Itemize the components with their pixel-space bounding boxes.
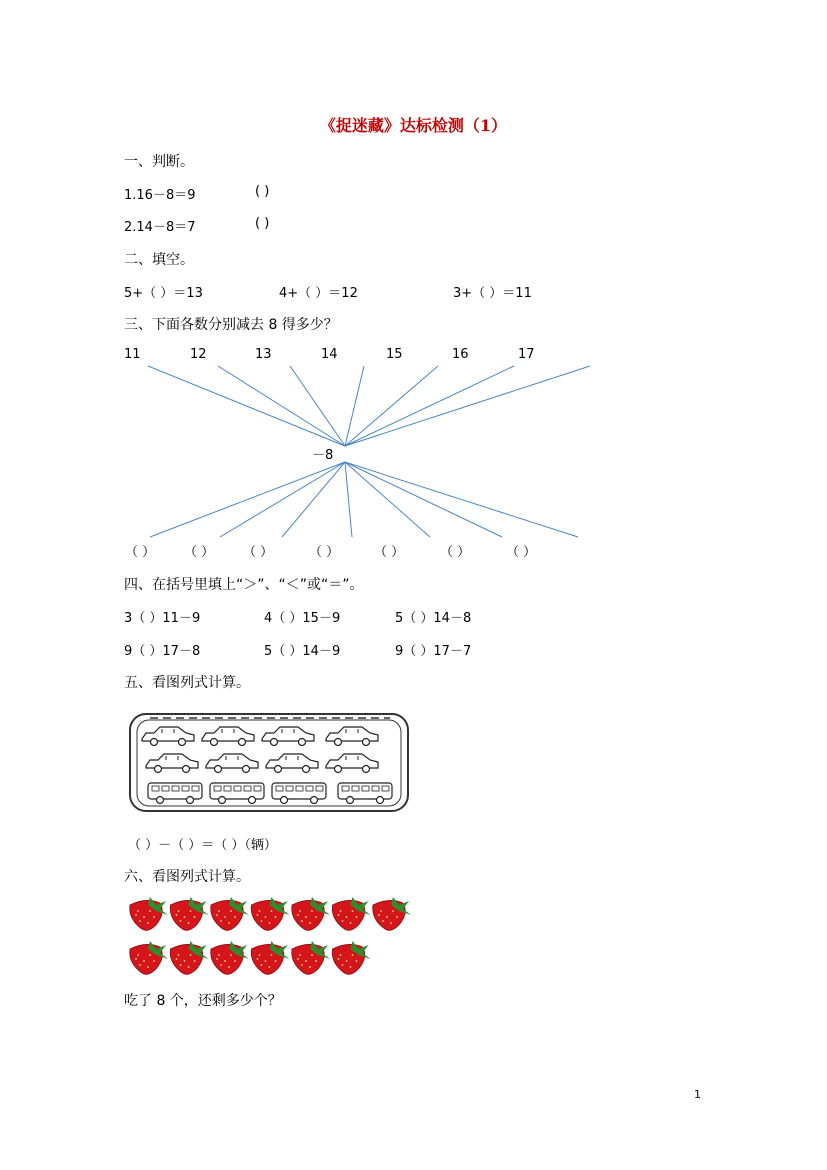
compare-item[interactable]: 9（ ）17－8 <box>124 644 201 659</box>
strawberry-icon <box>251 897 289 930</box>
start-number: 15 <box>386 347 403 362</box>
section4-heading: 四、在括号里填上“＞”、“＜”或“＝”。 <box>124 577 364 593</box>
strawberry-icon <box>211 897 249 930</box>
strawberry-icon <box>170 941 208 974</box>
start-number: 13 <box>255 347 272 362</box>
section5-heading: 五、看图列式计算。 <box>124 675 250 691</box>
minus-eight-center: －8 <box>310 444 335 463</box>
page-title: 《捉迷藏》达标检测（1） <box>319 116 508 135</box>
answer-blank[interactable]: （ ） <box>506 545 537 560</box>
answer-blank[interactable]: （ ） <box>125 545 156 560</box>
judge-item-1: 1.16－8＝9 <box>124 188 196 203</box>
section3-heading: 三、下面各数分别减去 8 得多少？ <box>124 317 338 333</box>
section1-heading: 一、判断。 <box>124 154 194 170</box>
strawberry-icon <box>130 941 168 974</box>
equation-blanks[interactable]: （ ）－（ ）＝（ ）（辆） <box>128 838 277 853</box>
answer-blank[interactable]: （ ） <box>309 545 340 560</box>
page-number: 1 <box>694 1088 701 1101</box>
start-number: 14 <box>321 347 338 362</box>
start-number: 12 <box>190 347 207 362</box>
start-number: 11 <box>124 347 141 362</box>
start-number: 17 <box>518 347 535 362</box>
judge-item-2: 2.14－8＝7 <box>124 220 196 235</box>
start-number: 16 <box>452 347 469 362</box>
strawberry-icon <box>292 897 330 930</box>
compare-item[interactable]: 9（ ）17－7 <box>395 644 472 659</box>
section2-heading: 二、填空。 <box>124 252 194 268</box>
judge-blank-1[interactable]: ( ) <box>255 184 270 199</box>
section6-heading: 六、看图列式计算。 <box>124 869 250 885</box>
strawberry-icon <box>292 941 330 974</box>
strawberry-icon <box>170 897 208 930</box>
strawberry-icon <box>332 941 370 974</box>
answer-blank[interactable]: （ ） <box>440 545 471 560</box>
judge-blank-2[interactable]: ( ) <box>255 216 270 231</box>
compare-item[interactable]: 4（ ）15－9 <box>264 611 341 626</box>
answer-blank[interactable]: （ ） <box>374 545 405 560</box>
compare-item[interactable]: 5（ ）14－8 <box>395 611 472 626</box>
answer-blank[interactable]: （ ） <box>243 545 274 560</box>
strawberry-icon <box>211 941 249 974</box>
compare-item[interactable]: 3（ ）11－9 <box>124 611 201 626</box>
strawberry-question: 吃了 8 个，还剩多少个？ <box>124 993 282 1009</box>
fill-item-2[interactable]: 4+（ ）＝12 <box>279 286 358 301</box>
strawberry-icon <box>130 897 168 930</box>
strawberry-icon <box>332 897 370 930</box>
answer-blank[interactable]: （ ） <box>184 545 215 560</box>
strawberry-icon <box>251 941 289 974</box>
fill-item-1[interactable]: 5+（ ）＝13 <box>124 286 203 301</box>
compare-item[interactable]: 5（ ）14－9 <box>264 644 341 659</box>
strawberry-icon <box>373 897 411 930</box>
fill-item-3[interactable]: 3+（ ）＝11 <box>453 286 532 301</box>
